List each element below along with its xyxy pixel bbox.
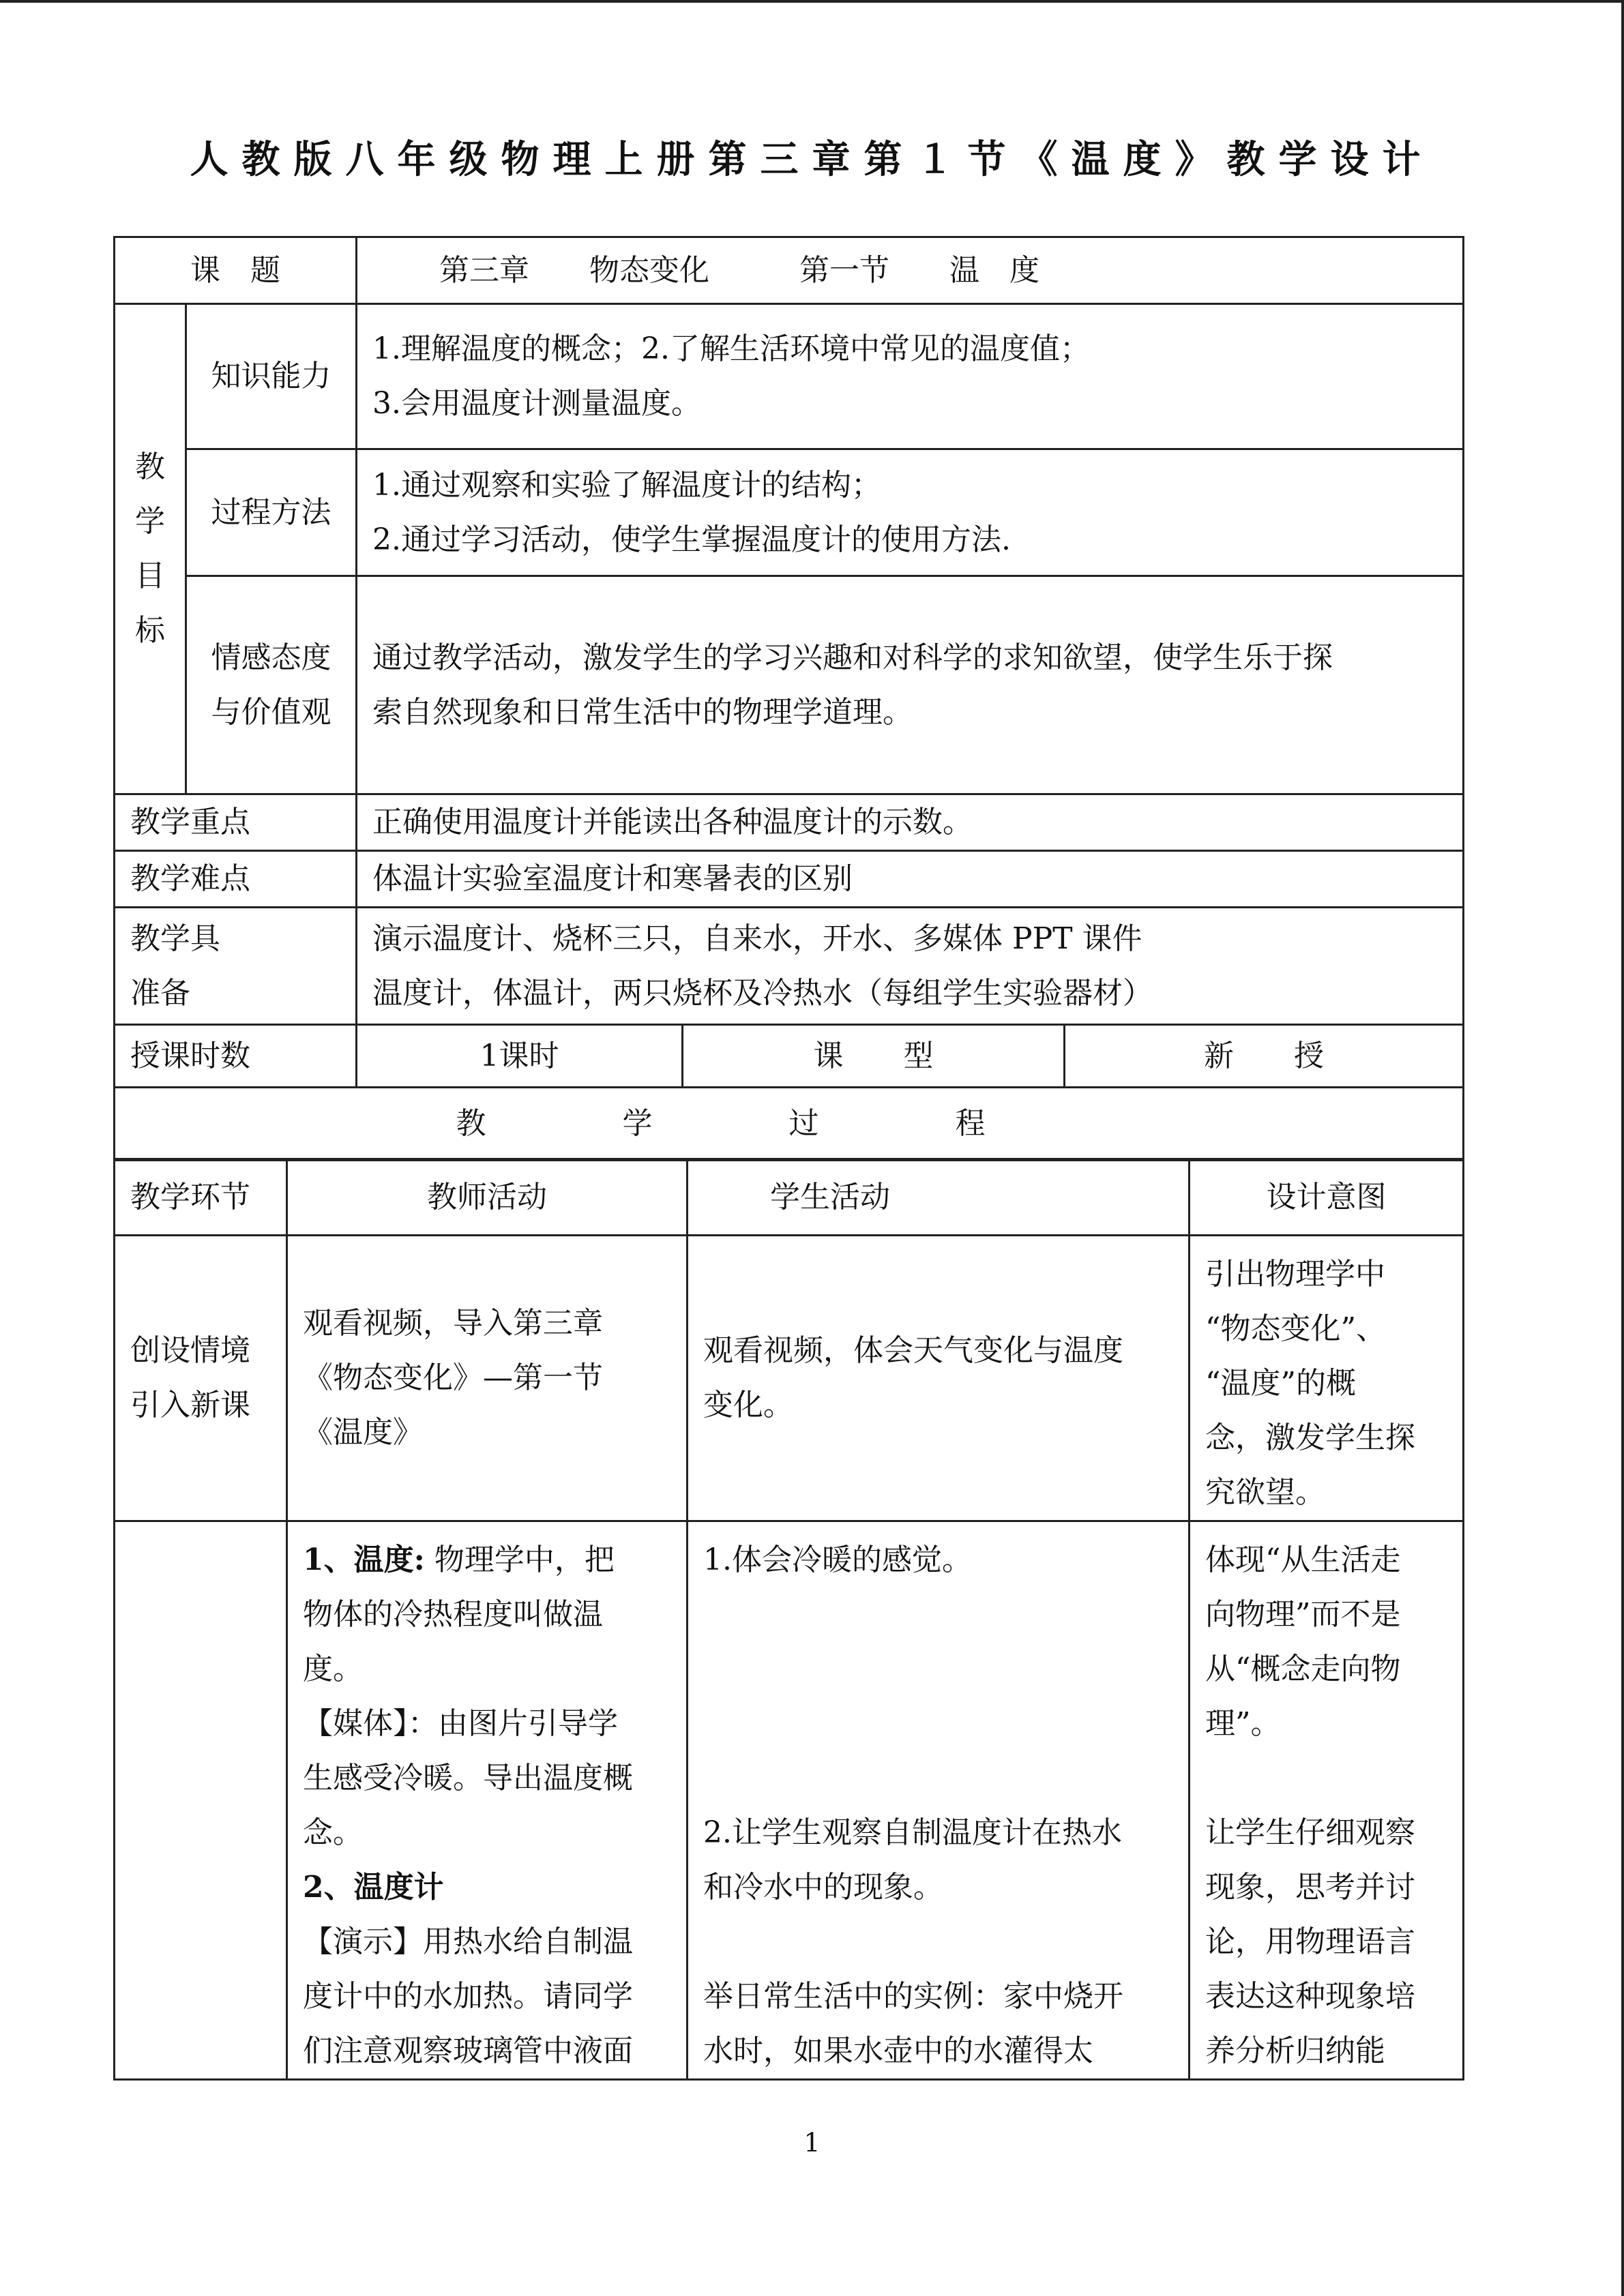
topic-label: 课 题 [115, 237, 357, 304]
text-line: 观看视频，体会天气变化与温度 [703, 1333, 1123, 1368]
text-line: 养分析归纳能 [1205, 2033, 1385, 2068]
text-line: 念，激发学生探 [1205, 1420, 1415, 1455]
goals-label-char: 学 [135, 504, 165, 539]
text-line: 观看视频，导入第三章 [303, 1306, 603, 1341]
process-title: 教学过程 [115, 1088, 1464, 1161]
text-line: 向物理”而不是 [1205, 1597, 1401, 1632]
lesson-type-label: 课 型 [683, 1025, 1065, 1088]
knowledge-row [115, 304, 1464, 449]
text-line: 【媒体】：由图片引导学 [303, 1706, 618, 1741]
table-row [115, 1521, 1464, 2080]
text-line: 教学具 [130, 921, 220, 956]
text-line: 2.让学生观察自制温度计在热水 [703, 1815, 1122, 1850]
text-line: 《物态变化》—第一节 [303, 1360, 603, 1395]
lesson-info-table [113, 236, 1464, 1161]
text-line: 究欲望。 [1205, 1475, 1325, 1510]
spacer [703, 1642, 1173, 1697]
goals-label-char: 教 [135, 449, 165, 484]
page-top-border [0, 0, 1624, 3]
spacer [703, 1697, 1173, 1751]
process-row [115, 449, 1464, 576]
student-cell [688, 1236, 1190, 1521]
hours-value: 1课时 [357, 1025, 683, 1088]
text-line: 变化。 [703, 1388, 793, 1422]
difficulty-row [115, 851, 1464, 908]
process-value [357, 449, 1464, 576]
page-right-border [1621, 0, 1624, 2296]
topic-row [115, 237, 1464, 304]
text-line: 物体的冷热程度叫做温 [303, 1597, 603, 1632]
text-line: 1.体会冷暖的感觉。 [703, 1542, 972, 1577]
process-label: 过程方法 [186, 449, 357, 576]
knowledge-label: 知识能力 [186, 304, 357, 449]
knowledge-value [357, 304, 1464, 449]
topic-value: 第三章 物态变化 第一节 温 度 [357, 237, 1464, 304]
text-line [303, 1860, 671, 1915]
text-line: 生感受冷暖。导出温度概 [303, 1761, 633, 1795]
text-line: 和冷水中的现象。 [703, 1870, 943, 1905]
text-line: 2.通过学习活动，使学生掌握温度计的使用方法. [372, 522, 1011, 557]
text-line: 举日常生活中的实例：家中烧开 [703, 1979, 1123, 2014]
intent-cell [1190, 1521, 1464, 2080]
text-line: 让学生仔细观察 [1205, 1815, 1415, 1850]
text-line: 从“概念走向物 [1205, 1652, 1401, 1686]
text-line: 度计中的水加热。请同学 [303, 1979, 633, 2014]
teaching-process-table [113, 1158, 1464, 2081]
text-line: 温度计，体温计，两只烧杯及冷热水（每组学生实验器材） [372, 975, 1153, 1011]
text-line: 水时，如果水壶中的水灌得太 [703, 2033, 1093, 2068]
text-line: 情感态度 [211, 640, 331, 675]
difficulty-label: 教学难点 [115, 851, 357, 908]
key-point-row [115, 794, 1464, 851]
spacer [703, 1751, 1173, 1806]
text-span: 物理学中，把 [424, 1542, 615, 1577]
page-number: 1 [803, 2128, 821, 2158]
lesson-type-value: 新 授 [1065, 1025, 1464, 1088]
column-header-row [115, 1159, 1464, 1236]
spacer [1205, 1751, 1447, 1806]
spacer [703, 1915, 1173, 1969]
goals-label [115, 304, 186, 794]
text-line: 论，用物理语言 [1205, 1924, 1415, 1959]
column-header-stage: 教学环节 [115, 1159, 287, 1236]
text-line: 准备 [130, 975, 190, 1011]
document-title: 人教版八年级物理上册第三章第１节《温度》教学设计 [190, 137, 1434, 182]
text-line: 现象，思考并讨 [1205, 1870, 1415, 1905]
stage-cell [115, 1236, 287, 1521]
intent-cell [1190, 1236, 1464, 1521]
tools-value [357, 908, 1464, 1025]
key-point-label: 教学重点 [115, 794, 357, 851]
difficulty-value: 体温计实验室温度计和寒暑表的区别 [357, 851, 1464, 908]
term-temperature: 1、温度: [303, 1542, 425, 1577]
goals-label-char: 标 [135, 613, 165, 648]
text-line: 索自然现象和日常生活中的物理学道理。 [372, 694, 913, 730]
text-line: 1.通过观察和实验了解温度计的结构； [372, 467, 881, 503]
text-line: 《温度》 [303, 1415, 423, 1450]
text-line: 演示温度计、烧杯三只，自来水，开水、多媒体 PPT 课件 [372, 921, 1142, 956]
text-line: 引出物理学中 [1205, 1257, 1385, 1292]
term-thermometer: 2、温度计 [303, 1870, 444, 1905]
hours-label: 授课时数 [115, 1025, 357, 1088]
goals-label-char: 目 [135, 558, 165, 593]
text-line: 创设情境 [130, 1333, 250, 1368]
emotion-label [186, 576, 357, 794]
text-line: 3.会用温度计测量温度。 [372, 386, 701, 421]
emotion-value [357, 576, 1464, 794]
teacher-cell [287, 1521, 688, 2080]
hours-row [115, 1025, 1464, 1088]
text-line: 理”。 [1205, 1706, 1281, 1741]
text-line: 通过教学活动，激发学生的学习兴趣和对科学的求知欲望，使学生乐于探 [372, 640, 1333, 675]
stage-cell [115, 1521, 287, 2080]
text-line: 引入新课 [130, 1388, 250, 1422]
text-line: 【演示】用热水给自制温 [303, 1924, 633, 1959]
text-line: 1.理解温度的概念；2.了解生活环境中常见的温度值； [372, 331, 1090, 366]
column-header-teacher: 教师活动 [287, 1159, 688, 1236]
tools-label [115, 908, 357, 1025]
text-line: 度。 [303, 1652, 363, 1686]
emotion-row [115, 576, 1464, 794]
student-cell [688, 1521, 1190, 2080]
tools-row [115, 908, 1464, 1025]
process-title-row [115, 1088, 1464, 1161]
table-row [115, 1236, 1464, 1521]
text-line: 们注意观察玻璃管中液面 [303, 2033, 633, 2068]
spacer [703, 1587, 1173, 1642]
text-line: 表达这种现象培 [1205, 1979, 1415, 2014]
column-header-student: 学生活动 [688, 1159, 1190, 1236]
text-line: 与价值观 [211, 694, 331, 730]
text-line: 念。 [303, 1815, 363, 1850]
text-line: “温度”的概 [1205, 1366, 1356, 1401]
text-line: 体现“从生活走 [1205, 1542, 1401, 1577]
text-line [303, 1533, 671, 1587]
key-point-value: 正确使用温度计并能读出各种温度计的示数。 [357, 794, 1464, 851]
teacher-cell [287, 1236, 688, 1521]
column-header-intent: 设计意图 [1190, 1159, 1464, 1236]
text-line: “物态变化”、 [1205, 1311, 1386, 1346]
